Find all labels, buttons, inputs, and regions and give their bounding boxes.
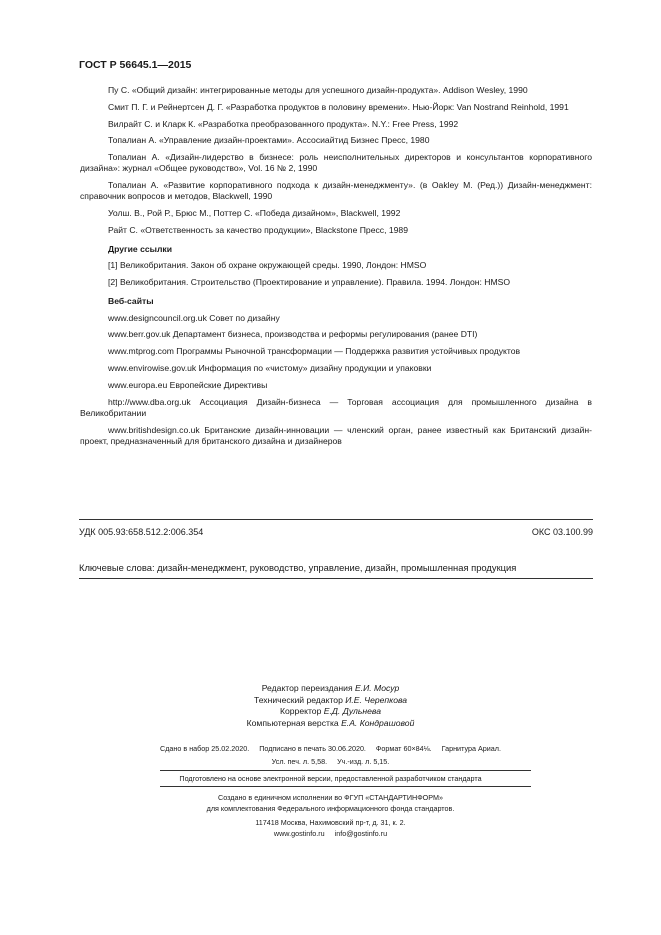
- editor-line: Редактор переиздания Е.И. Мосур: [261, 683, 400, 693]
- divider: [160, 786, 531, 787]
- divider: [160, 770, 531, 771]
- reference-item: Вилрайт С. и Кларк К. «Разработка преобразованного продукта». N.Y.: Free Press, 1992: [108, 118, 459, 129]
- website-item: www.envirowise.gov.uk Информация по «чистому» дизайну продукции и упаковки: [108, 362, 432, 373]
- website-item: http://www.dba.org.uk Ассоциация Дизайн-бизнеса — Торговая ассоциация для промышленного дизайна в Великобритании: [80, 396, 592, 418]
- oks-code: ОКС 03.100.99: [531, 527, 593, 537]
- keywords: Ключевые слова: дизайн-менеджмент, руководство, управление, дизайн, промышленная продукция: [79, 562, 517, 573]
- editors-block: [0, 683, 661, 729]
- reference-item: Пу С. «Общий дизайн: интегрированные методы для успешного дизайн-продукта». Addison Wesley, 1990: [108, 85, 528, 95]
- editor-name: Е.И. Мосур: [355, 683, 400, 693]
- reference-item: Топалиан А. «Развитие корпоративного подхода к дизайн-менеджменту». (в Oakley M. (Ред.)) Дизайн-менеджмент: справочник вопросов и методов, Blackwell, 1990: [80, 180, 592, 202]
- standard-code: ГОСТ Р 56645.1—2015: [79, 59, 192, 71]
- website-item: www.mtprog.com Программы Рыночной трансформации — Поддержка развития устойчивых продуктов: [108, 346, 521, 357]
- website-item: www.berr.gov.uk Департамент бизнеса, производства и реформы регулирования (ранее DTI): [108, 329, 478, 340]
- created-note: для комплектования Федерального информационного фонда стандартов.: [206, 804, 455, 813]
- editor-line: Корректор Е.Д. Дульнева: [279, 706, 382, 717]
- websites-heading: Веб-сайты: [108, 296, 154, 307]
- other-ref-item: [2] Великобритания. Строительство (Проектирование и управление). Правила. 1994. Лондон: HMSO: [108, 277, 511, 288]
- editor-name: И.Е. Черепкова: [345, 694, 408, 705]
- divider: [79, 519, 593, 520]
- reference-item: Топалиан А. «Дизайн-лидерство в бизнесе: роль неисполнительных директоров и консультантов корпоративного дизайна»: журнал «Общее руководство», Vol. 16 № 2, 1990: [80, 152, 592, 174]
- reference-item: Топалиан А. «Управление дизайн-проектами». Ассосиайтид Бизнес Пресс, 1980: [108, 135, 430, 146]
- other-ref-item: [1] Великобритания. Закон об охране окружающей среды. 1990, Лондон: HMSO: [108, 260, 427, 271]
- bibliography: [80, 85, 592, 453]
- publisher-contacts: www.gostinfo.ru info@gostinfo.ru: [273, 829, 388, 838]
- website-item: www.europa.eu Европейские Директивы: [108, 379, 268, 390]
- editor-name: Е.Д. Дульнева: [323, 706, 382, 717]
- reference-item: Райт С. «Ответственность за качество продукции», Blackstone Пресс, 1989: [108, 224, 408, 235]
- divider: [79, 578, 593, 579]
- imprint-line: Сдано в набор 25.02.2020. Подписано в печать 30.06.2020. Формат 60×84⅛. Гарнитура Ариал.: [160, 744, 501, 753]
- editor-line: Компьютерная верстка Е.А. Кондрашовой: [246, 717, 415, 728]
- imprint-line: Усл. печ. л. 5,58. Уч.-изд. л. 5,15.: [271, 757, 390, 766]
- reference-item: Смит П. Г. и Рейнертсен Д. Г. «Разработка продуктов в половину времени». Нью-Йорк: Van Nostrand Reinhold, 1991: [108, 101, 569, 112]
- editor-line: Технический редактор И.Е. Черепкова: [253, 694, 408, 705]
- website-item: www.britishdesign.co.uk Британские дизайн-инновации — членский орган, ранее известный как Британский дизайн-проект, предназначенный для британского дизайна и дизайнеров: [80, 424, 592, 446]
- publisher-address: 117418 Москва, Нахимовский пр-т, д. 31, к. 2.: [255, 818, 406, 827]
- reference-item: Уолш. В., Рой Р., Брюс М., Поттер С. «Победа дизайном», Blackwell, 1992: [108, 208, 401, 219]
- created-note: Создано в единичном исполнении во ФГУП «СТАНДАРТИНФОРМ»: [218, 793, 443, 802]
- editor-name: Е.А. Кондрашовой: [341, 717, 415, 728]
- website-item: www.designcouncil.org.uk Совет по дизайну: [108, 312, 280, 323]
- prepared-note: Подготовлено на основе электронной версии, предоставленной разработчиком стандарта: [179, 774, 482, 783]
- other-refs-heading: Другие ссылки: [108, 244, 173, 255]
- udk-code: УДК 005.93:658.512.2:006.354: [79, 527, 204, 537]
